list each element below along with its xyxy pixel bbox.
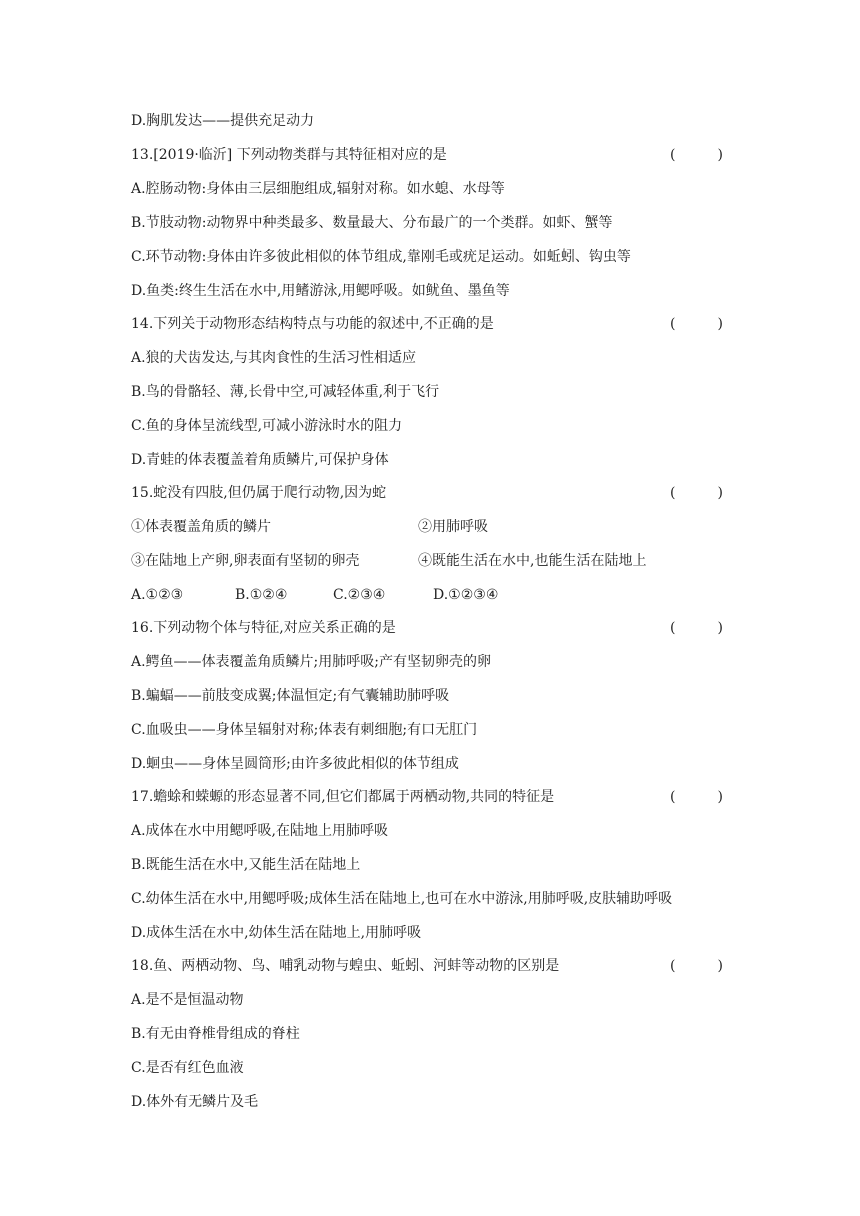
q17-option-a: A.成体在水中用鳃呼吸,在陆地上用肺呼吸 [131, 823, 389, 839]
q14-option-a: A.狼的犬齿发达,与其肉食性的生活习性相适应 [131, 350, 417, 366]
answer-bracket-17: ( ) [670, 789, 723, 805]
q14-option-b: B.鸟的骨骼轻、薄,长骨中空,可减轻体重,利于飞行 [131, 384, 440, 400]
q16-option-a: A.鳄鱼——体表覆盖角质鳞片;用肺呼吸;产有坚韧卵壳的卵 [131, 654, 491, 670]
q16-option-b: B.蝙蝠——前肢变成翼;体温恒定;有气囊辅助肺呼吸 [131, 688, 450, 704]
answer-bracket-15: ( ) [670, 485, 723, 501]
q15-option-c: C.②③④ [333, 587, 386, 603]
question-18: 18.鱼、两栖动物、鸟、哺乳动物与蝗虫、蚯蚓、河蚌等动物的区别是 [131, 958, 560, 974]
answer-bracket-14: ( ) [670, 316, 723, 332]
question-15: 15.蛇没有四肢,但仍属于爬行动物,因为蛇 [131, 485, 387, 501]
q18-option-d: D.体外有无鳞片及毛 [131, 1094, 259, 1110]
option-d-prev: D.胸肌发达——提供充足动力 [131, 113, 315, 129]
q13-option-b: B.节肢动物:动物界中种类最多、数量最大、分布最广的一个类群。如虾、蟹等 [131, 215, 613, 231]
q13-option-a: A.腔肠动物:身体由三层细胞组成,辐射对称。如水螅、水母等 [131, 181, 505, 197]
q15-option-b: B.①②④ [235, 587, 288, 603]
answer-bracket-16: ( ) [670, 620, 723, 636]
question-14: 14.下列关于动物形态结构特点与功能的叙述中,不正确的是 [131, 316, 494, 332]
q16-option-d: D.蛔虫——身体呈圆筒形;由许多彼此相似的体节组成 [131, 756, 459, 772]
answer-bracket-18: ( ) [670, 958, 723, 974]
q15-statement-1: ①体表覆盖角质的鳞片 [131, 519, 271, 535]
q15-option-a: A.①②③ [131, 587, 184, 603]
q17-option-c: C.幼体生活在水中,用鳃呼吸;成体生活在陆地上,也可在水中游泳,用肺呼吸,皮肤辅助呼吸 [131, 891, 673, 907]
q15-option-d: D.①②③④ [433, 587, 499, 603]
q13-option-c: C.环节动物:身体由许多彼此相似的体节组成,靠刚毛或疣足运动。如蚯蚓、钩虫等 [131, 249, 631, 265]
q14-option-c: C.鱼的身体呈流线型,可减小游泳时水的阻力 [131, 418, 403, 434]
q16-option-c: C.血吸虫——身体呈辐射对称;体表有刺细胞;有口无肛门 [131, 722, 478, 738]
q18-option-a: A.是不是恒温动物 [131, 992, 244, 1008]
q17-option-b: B.既能生活在水中,又能生活在陆地上 [131, 857, 361, 873]
q18-option-c: C.是否有红色血液 [131, 1060, 244, 1076]
q14-option-d: D.青蛙的体表覆盖着角质鳞片,可保护身体 [131, 452, 389, 468]
q17-option-d: D.成体生活在水中,幼体生活在陆地上,用肺呼吸 [131, 925, 422, 941]
question-16: 16.下列动物个体与特征,对应关系正确的是 [131, 620, 396, 636]
q13-option-d: D.鱼类:终生生活在水中,用鳍游泳,用鳃呼吸。如鱿鱼、墨鱼等 [131, 283, 510, 299]
q15-statement-4: ④既能生活在水中,也能生活在陆地上 [418, 553, 647, 569]
question-13: 13.[2019·临沂] 下列动物类群与其特征相对应的是 [131, 147, 447, 163]
answer-bracket-13: ( ) [670, 147, 723, 163]
q15-statement-3: ③在陆地上产卵,卵表面有坚韧的卵壳 [131, 553, 360, 569]
q18-option-b: B.有无由脊椎骨组成的脊柱 [131, 1026, 300, 1042]
question-17: 17.蟾蜍和蝾螈的形态显著不同,但它们都属于两栖动物,共同的特征是 [131, 789, 555, 805]
q15-statement-2: ②用肺呼吸 [418, 519, 488, 535]
